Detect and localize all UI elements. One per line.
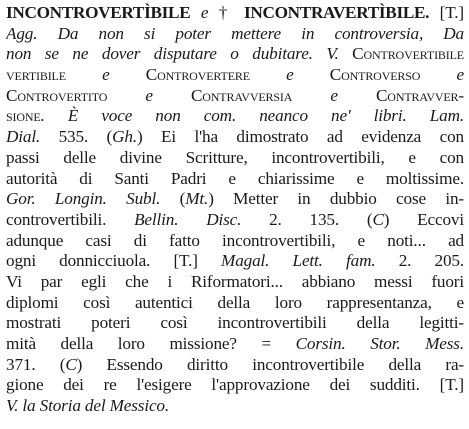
italic-run: Corsin. Stor. Mess. (295, 334, 464, 353)
text-run: diplomi così autentici della loro rappresentanza, e (6, 292, 464, 312)
cross-reference: Contravver- (375, 85, 464, 105)
italic-run: . È voce non com. neanco ne' libri. Lam. (40, 106, 464, 126)
italic-run: e (65, 65, 146, 85)
text-run: controvertibili. (6, 209, 107, 229)
text-line (6, 44, 464, 65)
text-line (6, 396, 464, 417)
text-run: mostrati poteri così incontrovertibili della legitti- (6, 313, 464, 333)
italic-run: Bellin. Disc. (106, 209, 242, 229)
text-line (6, 334, 464, 355)
text-line (6, 189, 464, 210)
italic-run: C (372, 209, 384, 229)
cross-reference: Controvertere (145, 65, 250, 85)
text-run: 535. ( (40, 127, 113, 147)
text-line (6, 65, 464, 86)
text-run: autorità di Santi Padri e chiarissime e moltissime. (6, 168, 464, 188)
text-run (190, 3, 200, 22)
text-run: [T.] (429, 3, 464, 22)
dictionary-entry (6, 3, 464, 417)
italic-run: non se ne dover disputare o dubitare. V. (6, 44, 339, 64)
text-run: Vi par egli che i Riformatori... abbiano messi fuori (6, 271, 464, 291)
text-run: ) Eccovi (383, 209, 464, 229)
text-run: adunque casi di fatto incontrovertibili, e noti... ad (6, 230, 464, 250)
italic-run: Gor. Longin. Subl. (6, 189, 161, 209)
italic-run: e (292, 85, 376, 105)
cross-reference: vertibile (6, 65, 66, 85)
text-line (6, 251, 464, 272)
text-line (6, 24, 464, 45)
text-run: ( (160, 189, 186, 209)
text-run: mità della loro missione? = (6, 334, 296, 353)
cross-reference: Controvertibile (338, 44, 464, 64)
text-line (6, 3, 464, 24)
italic-run: Mt. (185, 189, 209, 209)
text-run: 371. ( (6, 354, 66, 374)
text-line (6, 86, 464, 107)
italic-run: e (249, 65, 330, 85)
italic-run: e (200, 3, 209, 22)
cross-reference: sione (6, 106, 41, 126)
italic-run: Agg. Da non si poter mettere in controversia, Da (6, 23, 464, 43)
text-run: gione dei re l'esigere l'approvazione dei sudditi. [T.] (6, 375, 464, 395)
headword: INCONTRAVERTÌBILE. (243, 3, 430, 22)
text-run: ) Metter in dubbio cose in- (208, 189, 464, 209)
text-run: 2. 205. (375, 251, 464, 271)
headword: INCONTROVERTÌBILE (6, 3, 191, 22)
italic-run: C (65, 354, 77, 374)
italic-run: Magal. Lett. fam. (197, 251, 376, 271)
text-line (6, 375, 464, 396)
text-run: ) Ei l'ha dimostrato ad evidenza con (136, 127, 464, 147)
text-line (6, 148, 464, 169)
text-line (6, 313, 464, 334)
cross-reference: Contravversia (190, 85, 293, 105)
dictionary-page (6, 3, 464, 427)
text-run: 2. 135. ( (241, 209, 373, 229)
italic-run: Dial. (6, 127, 41, 147)
text-line (6, 210, 464, 231)
text-line (6, 355, 464, 376)
italic-run: e (420, 65, 464, 85)
text-line (6, 169, 464, 190)
text-run: ) Essendo diritto incontrovertibile della ra- (76, 354, 464, 374)
text-run: passi delle divine Scritture, incontrovertibili, e con (6, 147, 464, 167)
cross-reference: Controverso (329, 65, 421, 85)
italic-run: V. la Storia del Messico. (6, 396, 170, 416)
text-run: † (208, 3, 244, 22)
text-line (6, 106, 464, 127)
text-line (6, 272, 464, 293)
text-line (6, 231, 464, 252)
cross-reference: Controvertito (6, 85, 108, 105)
text-run: ogni donnicciuola. [T.] (6, 251, 198, 271)
italic-run: e (107, 85, 191, 105)
text-line (6, 127, 464, 148)
italic-run: Gh. (112, 127, 137, 147)
text-line (6, 293, 464, 314)
